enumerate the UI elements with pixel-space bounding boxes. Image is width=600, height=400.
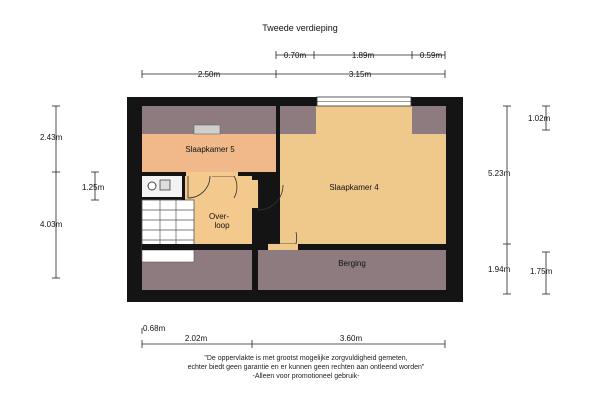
room-berging (258, 249, 446, 290)
dim-bottom-small: 0.68m (143, 324, 166, 333)
label-overloop-1: Over- (209, 212, 229, 221)
dim-right-bottom-right: 1.75m (530, 267, 553, 276)
label-slaapkamer-4: Slaapkamer 4 (329, 183, 379, 192)
door-opening-berging (268, 244, 298, 250)
dim-right-main: 5.23m (488, 169, 511, 178)
dim-top-b: 1.89m (351, 51, 375, 60)
stairs-lower (142, 250, 194, 262)
cabinet-fixture (160, 180, 170, 190)
label-slaapkamer-5: Slaapkamer 5 (185, 145, 235, 154)
dim-bottom-right: 3.60m (339, 334, 363, 343)
disclaimer-line-2: echter biedt geen garantie en er kunnen geen rechten aan ontleend worden" (187, 364, 425, 371)
dim-left-outer-bottom: 4.03m (40, 220, 63, 229)
dim-right-bottom-left: 1.94m (488, 265, 511, 274)
dim-bottom-left: 2.02m (184, 334, 208, 343)
dim-left-inner: 1.25m (82, 183, 105, 192)
floor-title: Tweede verdieping (262, 23, 338, 33)
slope-left-slaapkamer-4 (279, 106, 316, 134)
dim-top-left: 2.50m (197, 70, 221, 79)
dim-right-top-small: 1.02m (528, 114, 551, 123)
door-opening-hall (186, 172, 238, 176)
slope-right-slaapkamer-4 (412, 106, 446, 134)
dim-left-outer-top: 2.43m (40, 133, 63, 142)
dim-top-a: 0.70m (283, 51, 307, 60)
label-overloop-2: loop (214, 221, 230, 230)
toilet-fixture (148, 182, 156, 190)
disclaimer-line-3: -Alleen voor promotioneel gebruik- (252, 373, 360, 380)
skylight-slaapkamer-5 (194, 125, 220, 134)
door-opening-sk4 (252, 180, 258, 208)
label-berging: Berging (338, 259, 366, 268)
disclaimer-line-1: "De oppervlakte is met grootst mogelijke zorgvuldigheid gemeten, (204, 355, 408, 362)
dim-top-right: 3.15m (348, 70, 372, 79)
dim-top-c: 0.59m (419, 51, 443, 60)
